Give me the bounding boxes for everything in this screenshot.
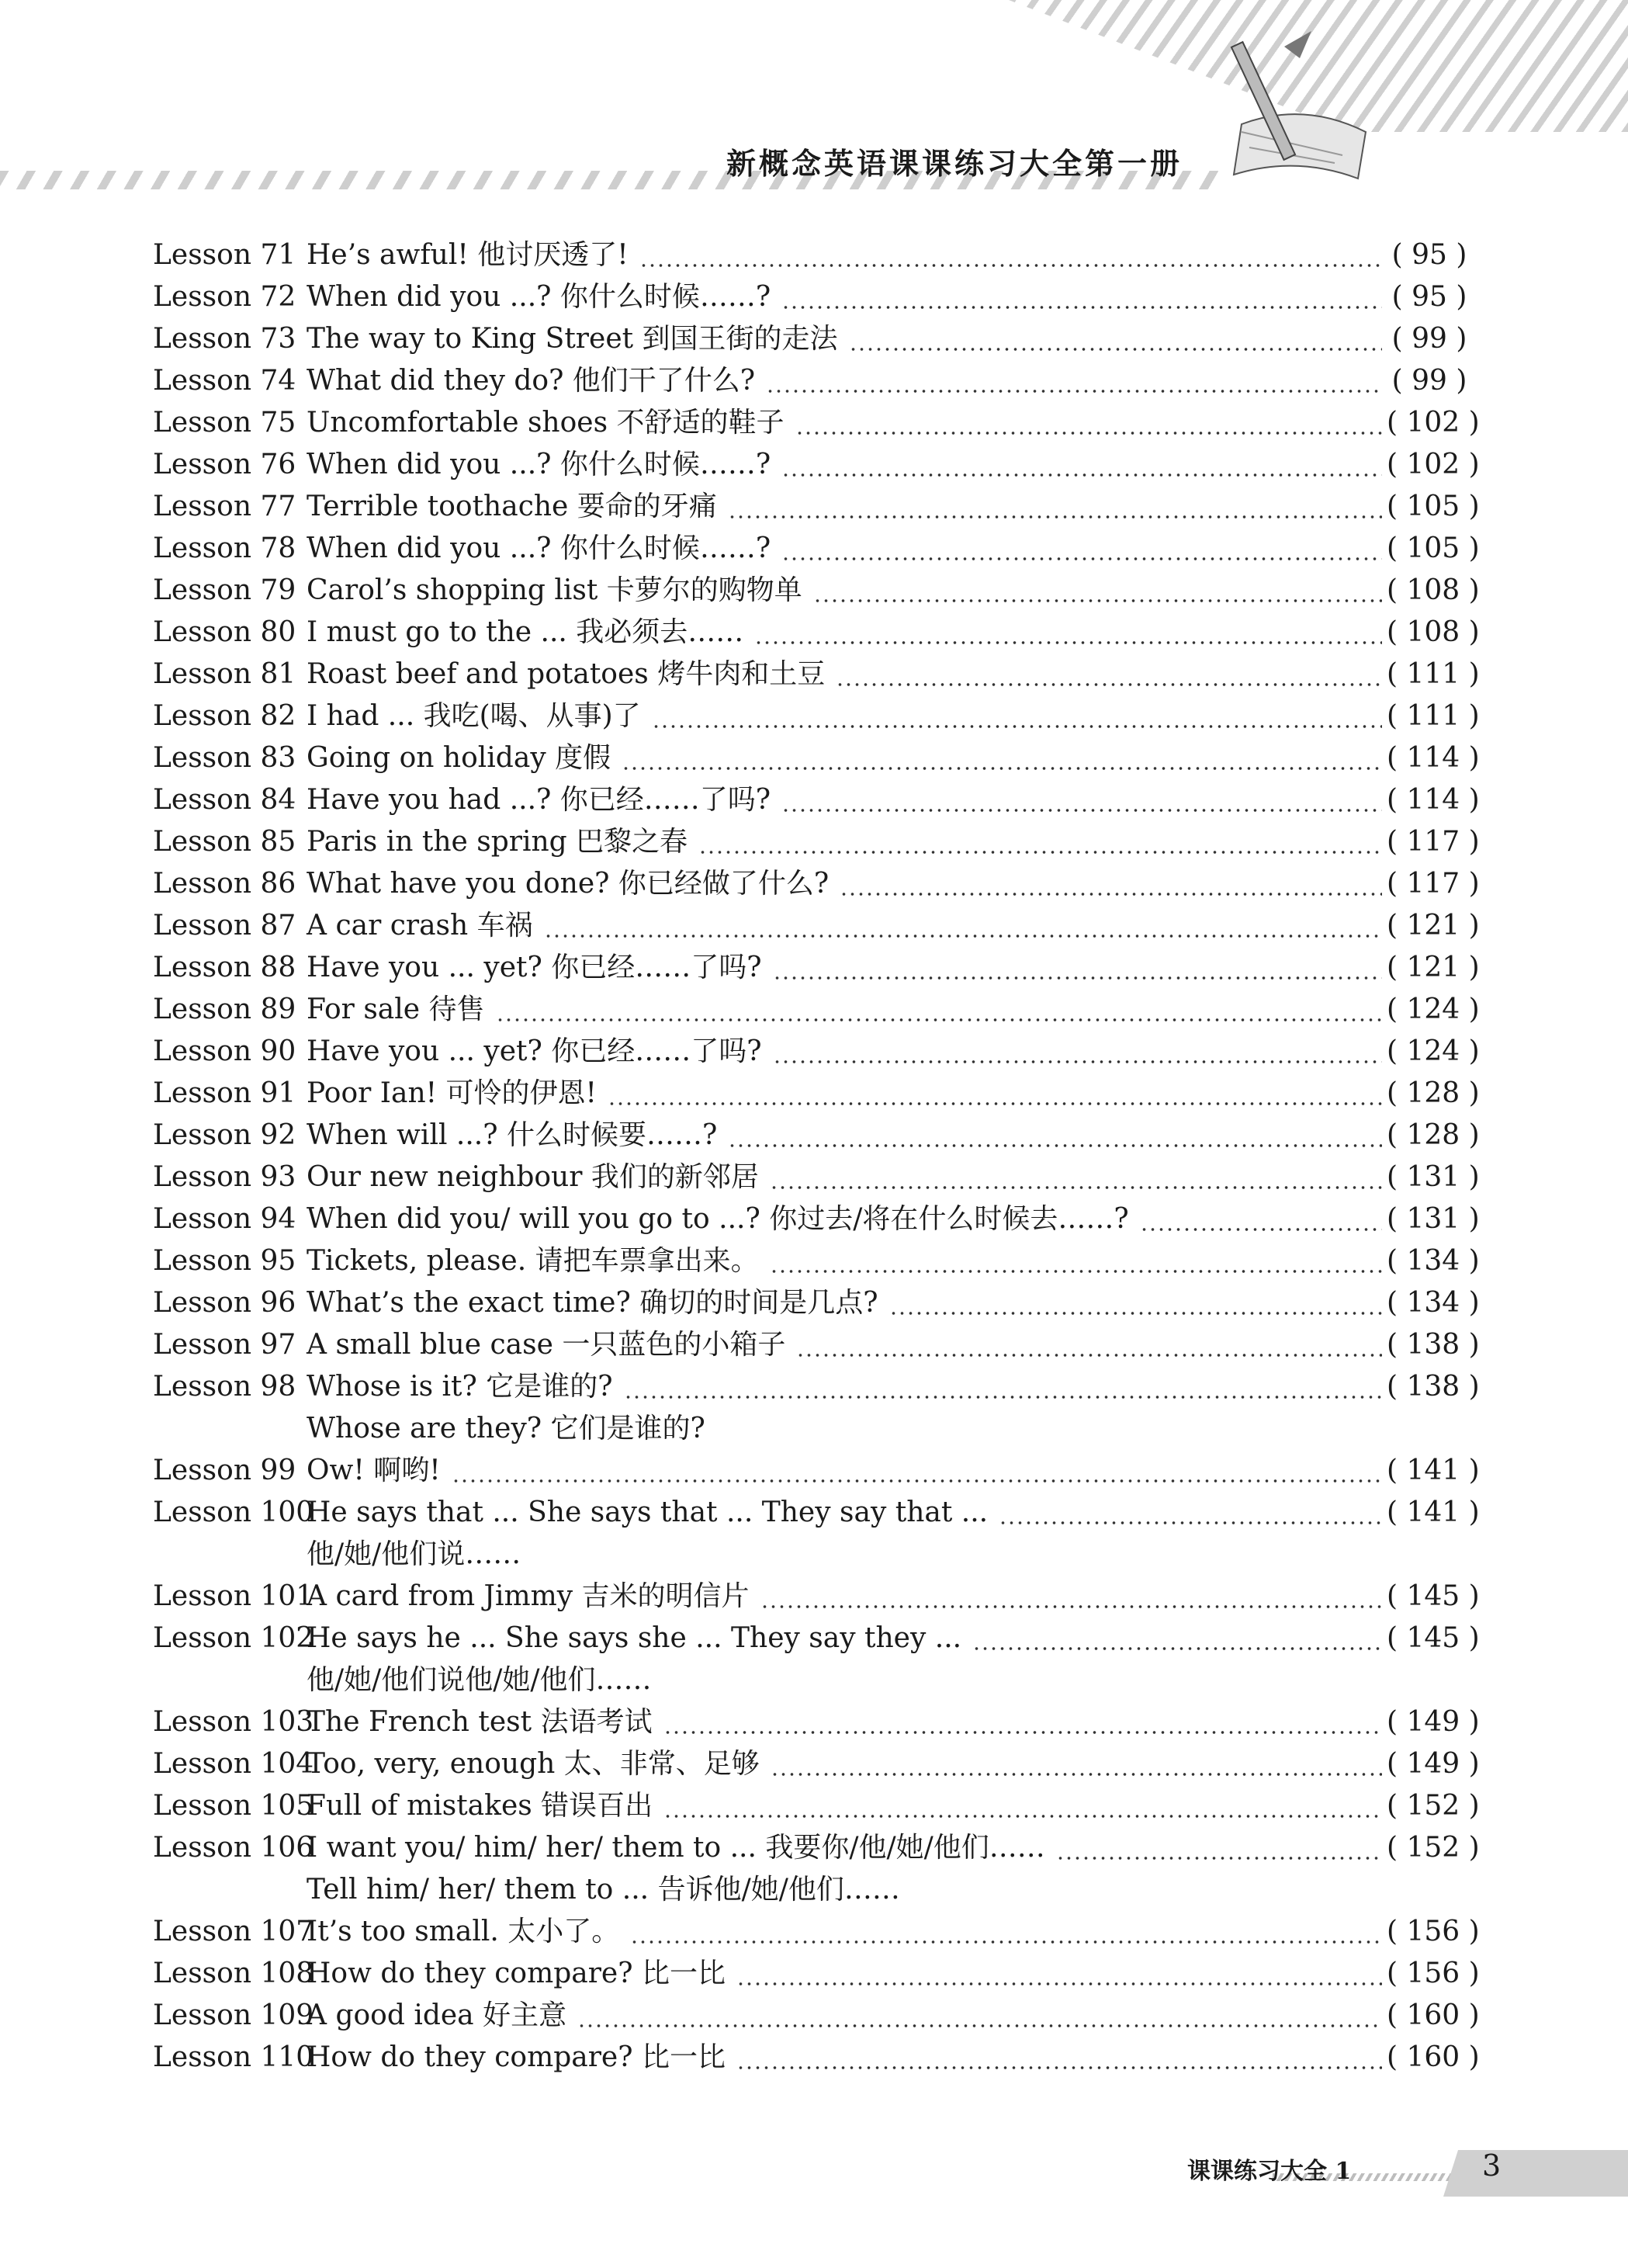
toc-lesson-number: Lesson 100 xyxy=(153,1496,314,1528)
toc-lesson-number: Lesson 92 xyxy=(153,1119,296,1151)
toc-row xyxy=(153,1366,1480,1408)
toc-lesson-title: How do they compare? 比一比 xyxy=(307,1958,726,1989)
toc-leader-dots xyxy=(766,389,1382,394)
footer-page-tab xyxy=(1443,2150,1628,2197)
toc-page-number: ( 99 ) xyxy=(1391,365,1467,397)
toc-lesson-number: Lesson 107 xyxy=(153,1916,314,1947)
toc-row xyxy=(153,2037,1480,2079)
toc-lesson-title: When did you ...? 你什么时候……? xyxy=(307,532,771,564)
toc-row xyxy=(153,1785,1480,1827)
toc-row xyxy=(153,1450,1480,1492)
toc-lesson-title: Going on holiday 度假 xyxy=(307,742,611,774)
toc-row xyxy=(153,1827,1480,1869)
toc-row xyxy=(153,1115,1480,1157)
toc-lesson-number: Lesson 94 xyxy=(153,1203,296,1235)
toc-row xyxy=(153,1240,1480,1282)
toc-row xyxy=(153,1198,1480,1240)
toc-leader-dots xyxy=(781,557,1382,561)
toc-row xyxy=(153,1576,1480,1618)
toc-lesson-number: Lesson 106 xyxy=(153,1832,314,1864)
toc-row xyxy=(153,1618,1480,1659)
toc-lesson-title: Roast beef and potatoes 烤牛肉和土豆 xyxy=(307,658,826,690)
toc-row xyxy=(153,1073,1480,1115)
toc-lesson-number: Lesson 86 xyxy=(153,868,296,900)
toc-lesson-number: Lesson 84 xyxy=(153,784,296,816)
toc-row xyxy=(153,528,1480,570)
toc-lesson-number: Lesson 109 xyxy=(153,1999,314,2031)
toc-leader-dots xyxy=(728,515,1382,519)
toc-row xyxy=(153,1492,1480,1534)
toc-lesson-number: Lesson 95 xyxy=(153,1245,296,1277)
toc-page-number: ( 131 ) xyxy=(1387,1161,1480,1193)
toc-lesson-title: He says he ... She says she ... They say they ... xyxy=(307,1622,962,1654)
toc-lesson-number: Lesson 93 xyxy=(153,1161,296,1193)
toc-leader-dots xyxy=(577,2024,1382,2028)
toc-lesson-number: Lesson 97 xyxy=(153,1329,296,1361)
toc-lesson-title: A car crash 车祸 xyxy=(307,910,533,942)
toc-lesson-title: How do they compare? 比一比 xyxy=(307,2041,726,2073)
toc-page-number: ( 105 ) xyxy=(1387,532,1480,564)
toc-leader-dots xyxy=(836,682,1382,687)
toc-leader-dots xyxy=(663,1814,1382,1819)
toc-lesson-title: When did you/ will you go to ...? 你过去/将在什么时候去……? xyxy=(307,1203,1129,1235)
toc-page-number: ( 108 ) xyxy=(1387,616,1480,648)
toc-lesson-title: I want you/ him/ her/ them to ... 我要你/他/她/他们…… xyxy=(307,1832,1045,1864)
toc-lesson-number: Lesson 80 xyxy=(153,616,296,648)
toc-row xyxy=(153,1031,1480,1073)
toc-page-number: ( 152 ) xyxy=(1387,1832,1480,1864)
toc-lesson-number: Lesson 104 xyxy=(153,1748,314,1780)
toc-page-number: ( 128 ) xyxy=(1387,1077,1480,1109)
toc-lesson-number: Lesson 101 xyxy=(153,1580,314,1612)
toc-page-number: ( 111 ) xyxy=(1387,658,1480,690)
toc-page-number: ( 138 ) xyxy=(1387,1371,1480,1403)
toc-page-number: ( 160 ) xyxy=(1387,2041,1480,2073)
toc-lesson-title: Have you ... yet? 你已经……了吗? xyxy=(307,1035,762,1067)
toc-row xyxy=(153,695,1480,737)
toc-row xyxy=(153,989,1480,1031)
toc-page-number: ( 152 ) xyxy=(1387,1790,1480,1822)
toc-leader-dots xyxy=(972,1646,1382,1651)
toc-lesson-number: Lesson 71 xyxy=(153,239,296,271)
toc-page-number: ( 99 ) xyxy=(1391,323,1467,355)
toc-lesson-title: Poor Ian! 可怜的伊恩! xyxy=(307,1077,598,1109)
toc-lesson-number: Lesson 73 xyxy=(153,323,296,355)
toc-row xyxy=(153,905,1480,947)
toc-leader-dots xyxy=(813,598,1382,603)
toc-lesson-title: Full of mistakes 错误百出 xyxy=(307,1790,653,1822)
toc-row xyxy=(153,612,1480,654)
toc-page-number: ( 114 ) xyxy=(1387,742,1480,774)
toc-leader-dots xyxy=(849,347,1382,352)
toc-row xyxy=(153,1324,1480,1366)
toc-lesson-title: Too, very, enough 太、非常、足够 xyxy=(307,1748,760,1780)
toc-leader-dots xyxy=(496,1018,1382,1022)
toc-leader-dots xyxy=(773,976,1382,980)
toc-row xyxy=(153,1157,1480,1198)
toc-leader-dots xyxy=(544,934,1382,938)
toc-row xyxy=(153,947,1480,989)
toc-lesson-title: Terrible toothache 要命的牙痛 xyxy=(307,491,717,522)
toc-lesson-number: Lesson 103 xyxy=(153,1706,314,1738)
toc-row xyxy=(153,654,1480,695)
toc-lesson-number: Lesson 99 xyxy=(153,1455,296,1486)
toc-leader-dots xyxy=(452,1479,1382,1483)
toc-lesson-number: Lesson 83 xyxy=(153,742,296,774)
toc-row xyxy=(153,234,1472,276)
toc-row xyxy=(153,1534,1472,1576)
toc-leader-dots xyxy=(608,1101,1382,1106)
toc-lesson-number: Lesson 108 xyxy=(153,1958,314,1989)
toc-lesson-title: What’s the exact time? 确切的时间是几点? xyxy=(307,1287,878,1319)
toc-page-number: ( 111 ) xyxy=(1387,700,1480,732)
toc-leader-dots xyxy=(781,473,1382,477)
toc-leader-dots xyxy=(889,1311,1382,1316)
toc-row xyxy=(153,486,1480,528)
toc-leader-dots xyxy=(770,1185,1382,1190)
toc-lesson-number: Lesson 74 xyxy=(153,365,296,397)
toc-lesson-title: Whose is it? 它是谁的? xyxy=(307,1371,613,1403)
toc-row xyxy=(153,360,1472,402)
toc-leader-dots xyxy=(770,1269,1382,1274)
toc-lesson-number: Lesson 78 xyxy=(153,532,296,564)
toc-row xyxy=(153,1953,1480,1995)
toc-row xyxy=(153,821,1480,863)
toc-lesson-title: I had ... 我吃(喝、从事)了 xyxy=(307,700,641,732)
toc-lesson-number: Lesson 75 xyxy=(153,407,296,439)
toc-lesson-number: Lesson 110 xyxy=(153,2041,314,2073)
toc-leader-dots xyxy=(622,766,1382,771)
toc-lesson-title: I must go to the ... 我必须去…… xyxy=(307,616,744,648)
toc-page-number: ( 95 ) xyxy=(1391,239,1467,271)
toc-lesson-number: Lesson 102 xyxy=(153,1622,314,1654)
toc-lesson-title: When will ...? 什么时候要……? xyxy=(307,1119,718,1151)
toc-lesson-title: Paris in the spring 巴黎之春 xyxy=(307,826,688,858)
toc-lesson-title: Tell him/ her/ them to ... 告诉他/她/他们…… xyxy=(307,1874,900,1906)
toc-page-number: ( 121 ) xyxy=(1387,952,1480,983)
page-number: 3 xyxy=(1482,2148,1502,2183)
toc-lesson-number: Lesson 79 xyxy=(153,574,296,606)
toc-row xyxy=(153,276,1472,318)
toc-leader-dots xyxy=(736,2065,1382,2070)
toc-lesson-number: Lesson 105 xyxy=(153,1790,314,1822)
toc-lesson-title: What did they do? 他们干了什么? xyxy=(307,365,756,397)
toc-page-number: ( 156 ) xyxy=(1387,1916,1480,1947)
toc-lesson-title: A small blue case 一只蓝色的小箱子 xyxy=(307,1329,786,1361)
toc-lesson-title: Our new neighbour 我们的新邻居 xyxy=(307,1161,759,1193)
toc-page-number: ( 145 ) xyxy=(1387,1580,1480,1612)
toc-page-number: ( 105 ) xyxy=(1387,491,1480,522)
toc-row xyxy=(153,1911,1480,1953)
toc-row xyxy=(153,737,1480,779)
toc-lesson-number: Lesson 76 xyxy=(153,449,296,480)
toc-leader-dots xyxy=(999,1521,1382,1525)
toc-leader-dots xyxy=(624,1395,1382,1399)
toc-leader-dots xyxy=(795,431,1382,435)
toc-lesson-title: Tickets, please. 请把车票拿出来。 xyxy=(307,1245,759,1277)
toc-row xyxy=(153,1659,1472,1701)
toc-leader-dots xyxy=(728,1143,1382,1148)
toc-lesson-title: Ow! 啊哟! xyxy=(307,1455,441,1486)
toc-row xyxy=(153,863,1480,905)
toc-page-number: ( 131 ) xyxy=(1387,1203,1480,1235)
toc-row xyxy=(153,1701,1480,1743)
toc-page-number: ( 121 ) xyxy=(1387,910,1480,942)
toc-page-number: ( 117 ) xyxy=(1387,868,1480,900)
toc-row xyxy=(153,1743,1480,1785)
scroll-quill-icon xyxy=(1211,31,1397,202)
toc-lesson-title: A good idea 好主意 xyxy=(307,1999,567,2031)
toc-leader-dots xyxy=(652,724,1382,729)
toc-leader-dots xyxy=(840,892,1382,896)
toc-page-number: ( 102 ) xyxy=(1387,449,1480,480)
table-of-contents xyxy=(153,234,1480,2079)
toc-row xyxy=(153,779,1480,821)
toc-page-number: ( 156 ) xyxy=(1387,1958,1480,1989)
toc-lesson-number: Lesson 90 xyxy=(153,1035,296,1067)
toc-lesson-title: Carol’s shopping list 卡萝尔的购物单 xyxy=(307,574,802,606)
toc-leader-dots xyxy=(754,640,1382,645)
toc-lesson-number: Lesson 91 xyxy=(153,1077,296,1109)
toc-lesson-number: Lesson 72 xyxy=(153,281,296,313)
toc-leader-dots xyxy=(630,1940,1382,1944)
toc-lesson-number: Lesson 81 xyxy=(153,658,296,690)
toc-lesson-number: Lesson 85 xyxy=(153,826,296,858)
toc-page-number: ( 124 ) xyxy=(1387,1035,1480,1067)
toc-lesson-number: Lesson 77 xyxy=(153,491,296,522)
toc-lesson-title: What have you done? 你已经做了什么? xyxy=(307,868,830,900)
toc-lesson-title: When did you ...? 你什么时候……? xyxy=(307,281,771,313)
toc-lesson-title: Uncomfortable shoes 不舒适的鞋子 xyxy=(307,407,785,439)
toc-lesson-number: Lesson 98 xyxy=(153,1371,296,1403)
toc-page-number: ( 160 ) xyxy=(1387,1999,1480,2031)
toc-leader-dots xyxy=(1056,1856,1382,1861)
toc-page-number: ( 138 ) xyxy=(1387,1329,1480,1361)
toc-row xyxy=(153,1995,1480,2037)
toc-leader-dots xyxy=(781,305,1382,310)
toc-lesson-title: Have you had ...? 你已经……了吗? xyxy=(307,784,771,816)
toc-page-number: ( 149 ) xyxy=(1387,1706,1480,1738)
toc-page-number: ( 141 ) xyxy=(1387,1496,1480,1528)
toc-row xyxy=(153,444,1480,486)
toc-page-number: ( 134 ) xyxy=(1387,1287,1480,1319)
toc-leader-dots xyxy=(736,1982,1382,1986)
toc-lesson-title: He’s awful! 他讨厌透了! xyxy=(307,239,629,271)
toc-lesson-title: Whose are they? 它们是谁的? xyxy=(307,1413,705,1444)
toc-leader-dots xyxy=(773,1059,1382,1064)
toc-page-number: ( 117 ) xyxy=(1387,826,1480,858)
toc-page-number: ( 95 ) xyxy=(1391,281,1467,313)
toc-lesson-title: 他/她/他们说…… xyxy=(307,1538,521,1570)
toc-page-number: ( 114 ) xyxy=(1387,784,1480,816)
toc-row xyxy=(153,1869,1472,1911)
toc-page-number: ( 134 ) xyxy=(1387,1245,1480,1277)
toc-row xyxy=(153,318,1472,360)
toc-leader-dots xyxy=(1140,1227,1382,1232)
toc-leader-dots xyxy=(663,1730,1382,1735)
toc-lesson-title: He says that ... She says that ... They say that ... xyxy=(307,1496,989,1528)
toc-lesson-number: Lesson 87 xyxy=(153,910,296,942)
toc-lesson-title: Have you ... yet? 你已经……了吗? xyxy=(307,952,762,983)
toc-row xyxy=(153,1282,1480,1324)
toc-leader-dots xyxy=(771,1772,1382,1777)
book-title: 新概念英语课课练习大全第一册 xyxy=(726,146,1183,181)
toc-page-number: ( 124 ) xyxy=(1387,994,1480,1025)
toc-page-number: ( 108 ) xyxy=(1387,574,1480,606)
toc-lesson-number: Lesson 89 xyxy=(153,994,296,1025)
toc-lesson-title: 他/她/他们说他/她/他们…… xyxy=(307,1664,652,1696)
toc-row xyxy=(153,1408,1472,1450)
toc-page-number: ( 145 ) xyxy=(1387,1622,1480,1654)
toc-row xyxy=(153,402,1480,444)
toc-page-number: ( 149 ) xyxy=(1387,1748,1480,1780)
toc-lesson-title: When did you ...? 你什么时候……? xyxy=(307,449,771,480)
toc-leader-dots xyxy=(781,808,1382,813)
toc-lesson-title: A card from Jimmy 吉米的明信片 xyxy=(307,1580,750,1612)
toc-leader-dots xyxy=(698,850,1382,855)
toc-lesson-number: Lesson 82 xyxy=(153,700,296,732)
toc-lesson-title: The French test 法语考试 xyxy=(307,1706,653,1738)
toc-lesson-title: It’s too small. 太小了。 xyxy=(307,1916,620,1947)
toc-page-number: ( 128 ) xyxy=(1387,1119,1480,1151)
toc-lesson-number: Lesson 96 xyxy=(153,1287,296,1319)
toc-leader-dots xyxy=(760,1604,1382,1609)
toc-leader-dots xyxy=(796,1353,1382,1358)
toc-lesson-title: The way to King Street 到国王街的走法 xyxy=(307,323,838,355)
toc-page-number: ( 102 ) xyxy=(1387,407,1480,439)
footer-label: 课课练习大全 1 xyxy=(1187,2158,1352,2185)
toc-page-number: ( 141 ) xyxy=(1387,1455,1480,1486)
toc-leader-dots xyxy=(639,263,1382,268)
toc-row xyxy=(153,570,1480,612)
toc-lesson-title: For sale 待售 xyxy=(307,994,485,1025)
toc-lesson-number: Lesson 88 xyxy=(153,952,296,983)
